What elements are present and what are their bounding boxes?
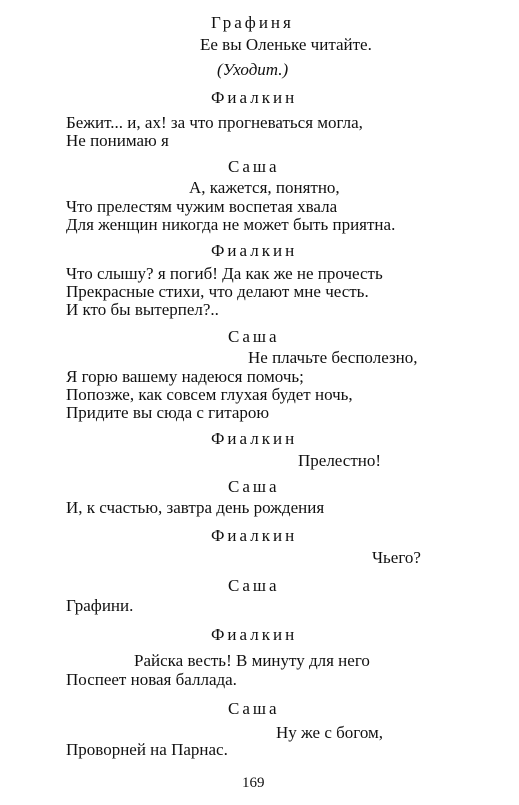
verse-line: Что слышу? я погиб! Да как же не прочесть <box>66 264 383 283</box>
verse-line: Придите вы сюда с гитарою <box>66 403 270 422</box>
speaker-name: Саша <box>228 157 280 176</box>
verse-line: Графини. <box>66 596 134 615</box>
verse-line: Прелестно! <box>298 451 382 470</box>
speaker-name: Саша <box>228 576 280 595</box>
verse-line: Проворней на Парнас. <box>66 740 228 759</box>
stage-direction: (Уходит.) <box>217 60 289 79</box>
verse-line: Бежит... и, ах! за что прогневаться могла, <box>66 113 363 132</box>
verse-line: Для женщин никогда не может быть приятна. <box>66 215 396 234</box>
speaker-name: Графиня <box>211 13 294 32</box>
verse-line: Что прелестям чужим воспетая хвала <box>66 197 338 216</box>
speaker-name: Фиалкин <box>211 625 298 644</box>
page-number: 169 <box>242 775 265 791</box>
verse-line: Райска весть! В минуту для него <box>134 651 370 670</box>
speaker-name: Фиалкин <box>211 429 298 448</box>
speaker-name: Фиалкин <box>211 526 298 545</box>
speaker-name: Фиалкин <box>211 88 298 107</box>
verse-line: Я горю вашему надеюся помочь; <box>66 367 304 386</box>
verse-line: Прекрасные стихи, что делают мне честь. <box>66 282 369 301</box>
verse-line: И кто бы вытерпел?.. <box>66 300 219 319</box>
verse-line: Не понимаю я <box>66 131 169 150</box>
verse-line: Ну же с богом, <box>276 723 384 742</box>
speaker-name: Саша <box>228 699 280 718</box>
verse-line: Попозже, как совсем глухая будет ночь, <box>66 385 353 404</box>
speaker-name: Фиалкин <box>211 241 298 260</box>
speaker-name: Саша <box>228 327 280 346</box>
speaker-name: Саша <box>228 477 280 496</box>
verse-line: И, к счастью, завтра день рождения <box>66 498 325 517</box>
verse-line: Не плачьте бесполезно, <box>248 348 418 367</box>
verse-line: Ее вы Оленьке читайте. <box>200 35 372 54</box>
verse-line: Поспеет новая баллада. <box>66 670 237 689</box>
verse-line: Чьего? <box>372 548 421 567</box>
verse-line: А, кажется, понятно, <box>189 178 340 197</box>
